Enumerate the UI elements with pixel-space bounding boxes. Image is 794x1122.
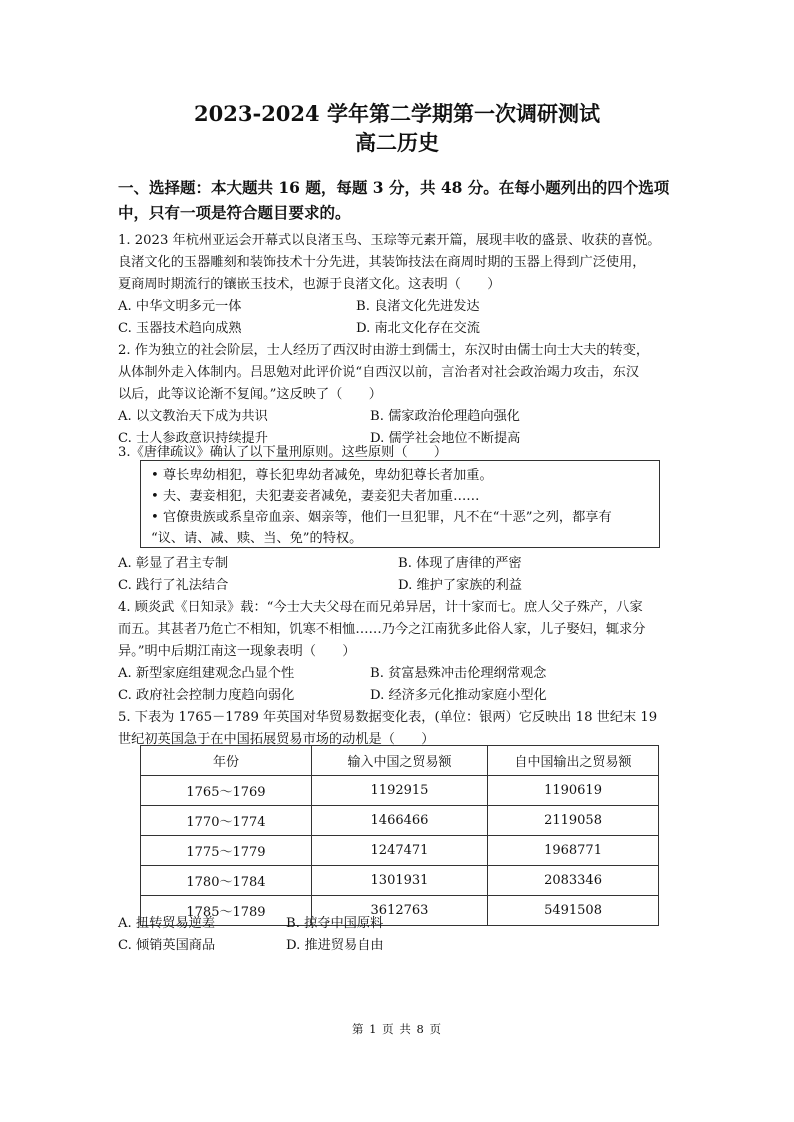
table-cell: 1780～1784 [141,866,312,896]
exam-subject: 高二历史 [355,130,439,155]
q5-stem-line: 世纪初英国急于在中国拓展贸易市场的动机是（ ） [118,732,435,747]
q2-option-d: D. 儒学社会地位不断提高 [370,431,521,446]
q3-principle-line: • 夫、妻妾相犯，夫犯妻妾者减免，妻妾犯夫者加重…… [151,489,480,504]
q5-option-a: A. 扭转贸易逆差 [118,916,216,931]
q4-option-d: D. 经济多元化推动家庭小型化 [370,688,547,703]
q2-option-c: C. 士人参政意识持续提升 [118,431,268,446]
table-cell: 3612763 [311,896,487,926]
table-cell: 1247471 [311,836,487,866]
q1-option-d: D. 南北文化存在交流 [356,321,480,336]
q3-option-a: A. 彰显了君主专制 [118,556,229,571]
q1-stem-line: 良渚文化的玉器雕刻和装饰技术十分先进，其装饰技法在商周时期的玉器上得到广泛使用， [118,255,646,270]
q3-option-d: D. 维护了家族的利益 [398,578,522,593]
q5-option-d: D. 推进贸易自由 [286,938,384,953]
table-cell: 1190619 [488,776,659,806]
q3-stem: 3.《唐律疏议》确认了以下量刑原则。这些原则（ ） [118,445,448,460]
q3-option-c: C. 践行了礼法结合 [118,578,229,593]
q4-option-a: A. 新型家庭组建观念凸显个性 [118,666,295,681]
q5-stem-line: 5. 下表为 1765－1789 年英国对华贸易数据变化表，(单位：银两）它反映出 18 世纪末 19 [118,710,658,725]
table-row [141,836,659,866]
table-row [141,806,659,836]
q1-option-c: C. 玉器技术趋向成熟 [118,321,242,336]
table-cell: 1301931 [311,866,487,896]
q2-stem-line: 从体制外走入体制内。吕思勉对此评价说“自西汉以前，言治者对社会政治竭力攻击，东汉 [118,365,640,380]
table-cell: 1192915 [311,776,487,806]
section-heading [118,175,678,225]
q5-option-b: B. 掠夺中国原料 [286,916,384,931]
section-heading-line: 中，只有一项是符合题目要求的。 [118,203,351,222]
q5-option-c: C. 倾销英国商品 [118,938,216,953]
q2-stem-line: 以后，此等议论渐不复闻。”这反映了（ ） [118,387,382,402]
q1-stem-line: 1. 2023 年杭州亚运会开幕式以良渚玉鸟、玉琮等元素开篇，展现丰收的盛景、收获的喜悦。 [118,233,661,248]
section-heading-line: 一、选择题：本大题共 16 题，每题 3 分，共 48 分。在每小题列出的四个选项 [118,178,670,197]
q3-principles-box [140,460,660,548]
table-cell: 1785～1789 [141,896,312,926]
q1-stem-line: 夏商周时期流行的镶嵌玉技术，也源于良渚文化。这表明（ ） [118,277,501,292]
q2-option-b: B. 儒家政治伦理趋向强化 [370,409,520,424]
q2-stem-line: 2. 作为独立的社会阶层，士人经历了西汉时由游士到儒士，东汉时由儒士向士大夫的转变， [118,343,650,358]
trade-data-table [140,745,659,926]
exam-title: 2023-2024 学年第二学期第一次调研测试 [194,101,600,126]
table-cell: 2083346 [488,866,659,896]
q4-stem-line: 4. 顾炎武《日知录》载：“今士大夫父母在而兄弟异居，计十家而七。庶人父子殊产，八家 [118,600,643,615]
table-cell: 1770～1774 [141,806,312,836]
table-row [141,866,659,896]
table-header-cell: 自中国输出之贸易额 [488,746,659,776]
q3-principle-line: • 尊长卑幼相犯，尊长犯卑幼者减免，卑幼犯尊长者加重。 [151,468,493,483]
q3-principle-line: “议、请、减、赎、当、免”的特权。 [151,531,363,546]
table-header-cell: 年份 [141,746,312,776]
table-cell: 1765～1769 [141,776,312,806]
table-header-row [141,746,659,776]
q3-option-b: B. 体现了唐律的严密 [398,556,522,571]
table-cell: 1775～1779 [141,836,312,866]
q2-option-a: A. 以文教治天下成为共识 [118,409,268,424]
table-row [141,896,659,926]
table-cell: 2119058 [488,806,659,836]
q4-option-b: B. 贫富悬殊冲击伦理纲常观念 [370,666,547,681]
q3-principle-line: • 官僚贵族或系皇帝血亲、姻亲等，他们一旦犯罪，凡不在“十恶”之列，都享有 [151,510,612,525]
table-cell: 5491508 [488,896,659,926]
page-number-footer: 第 1 页 共 8 页 [352,1022,442,1036]
q4-stem-line: 而五。其甚者乃危亡不相知，饥寒不相恤……乃今之江南犹多此俗人家，儿子娶妇，辄求分 [118,622,646,637]
table-header-cell: 输入中国之贸易额 [311,746,487,776]
table-cell: 1968771 [488,836,659,866]
q1-option-a: A. 中华文明多元一体 [118,299,242,314]
q1-option-b: B. 良渚文化先进发达 [356,299,480,314]
table-cell: 1466466 [311,806,487,836]
q4-option-c: C. 政府社会控制力度趋向弱化 [118,688,295,703]
q4-stem-line: 异。”明中后期江南这一现象表明（ ） [118,644,356,659]
table-row [141,776,659,806]
